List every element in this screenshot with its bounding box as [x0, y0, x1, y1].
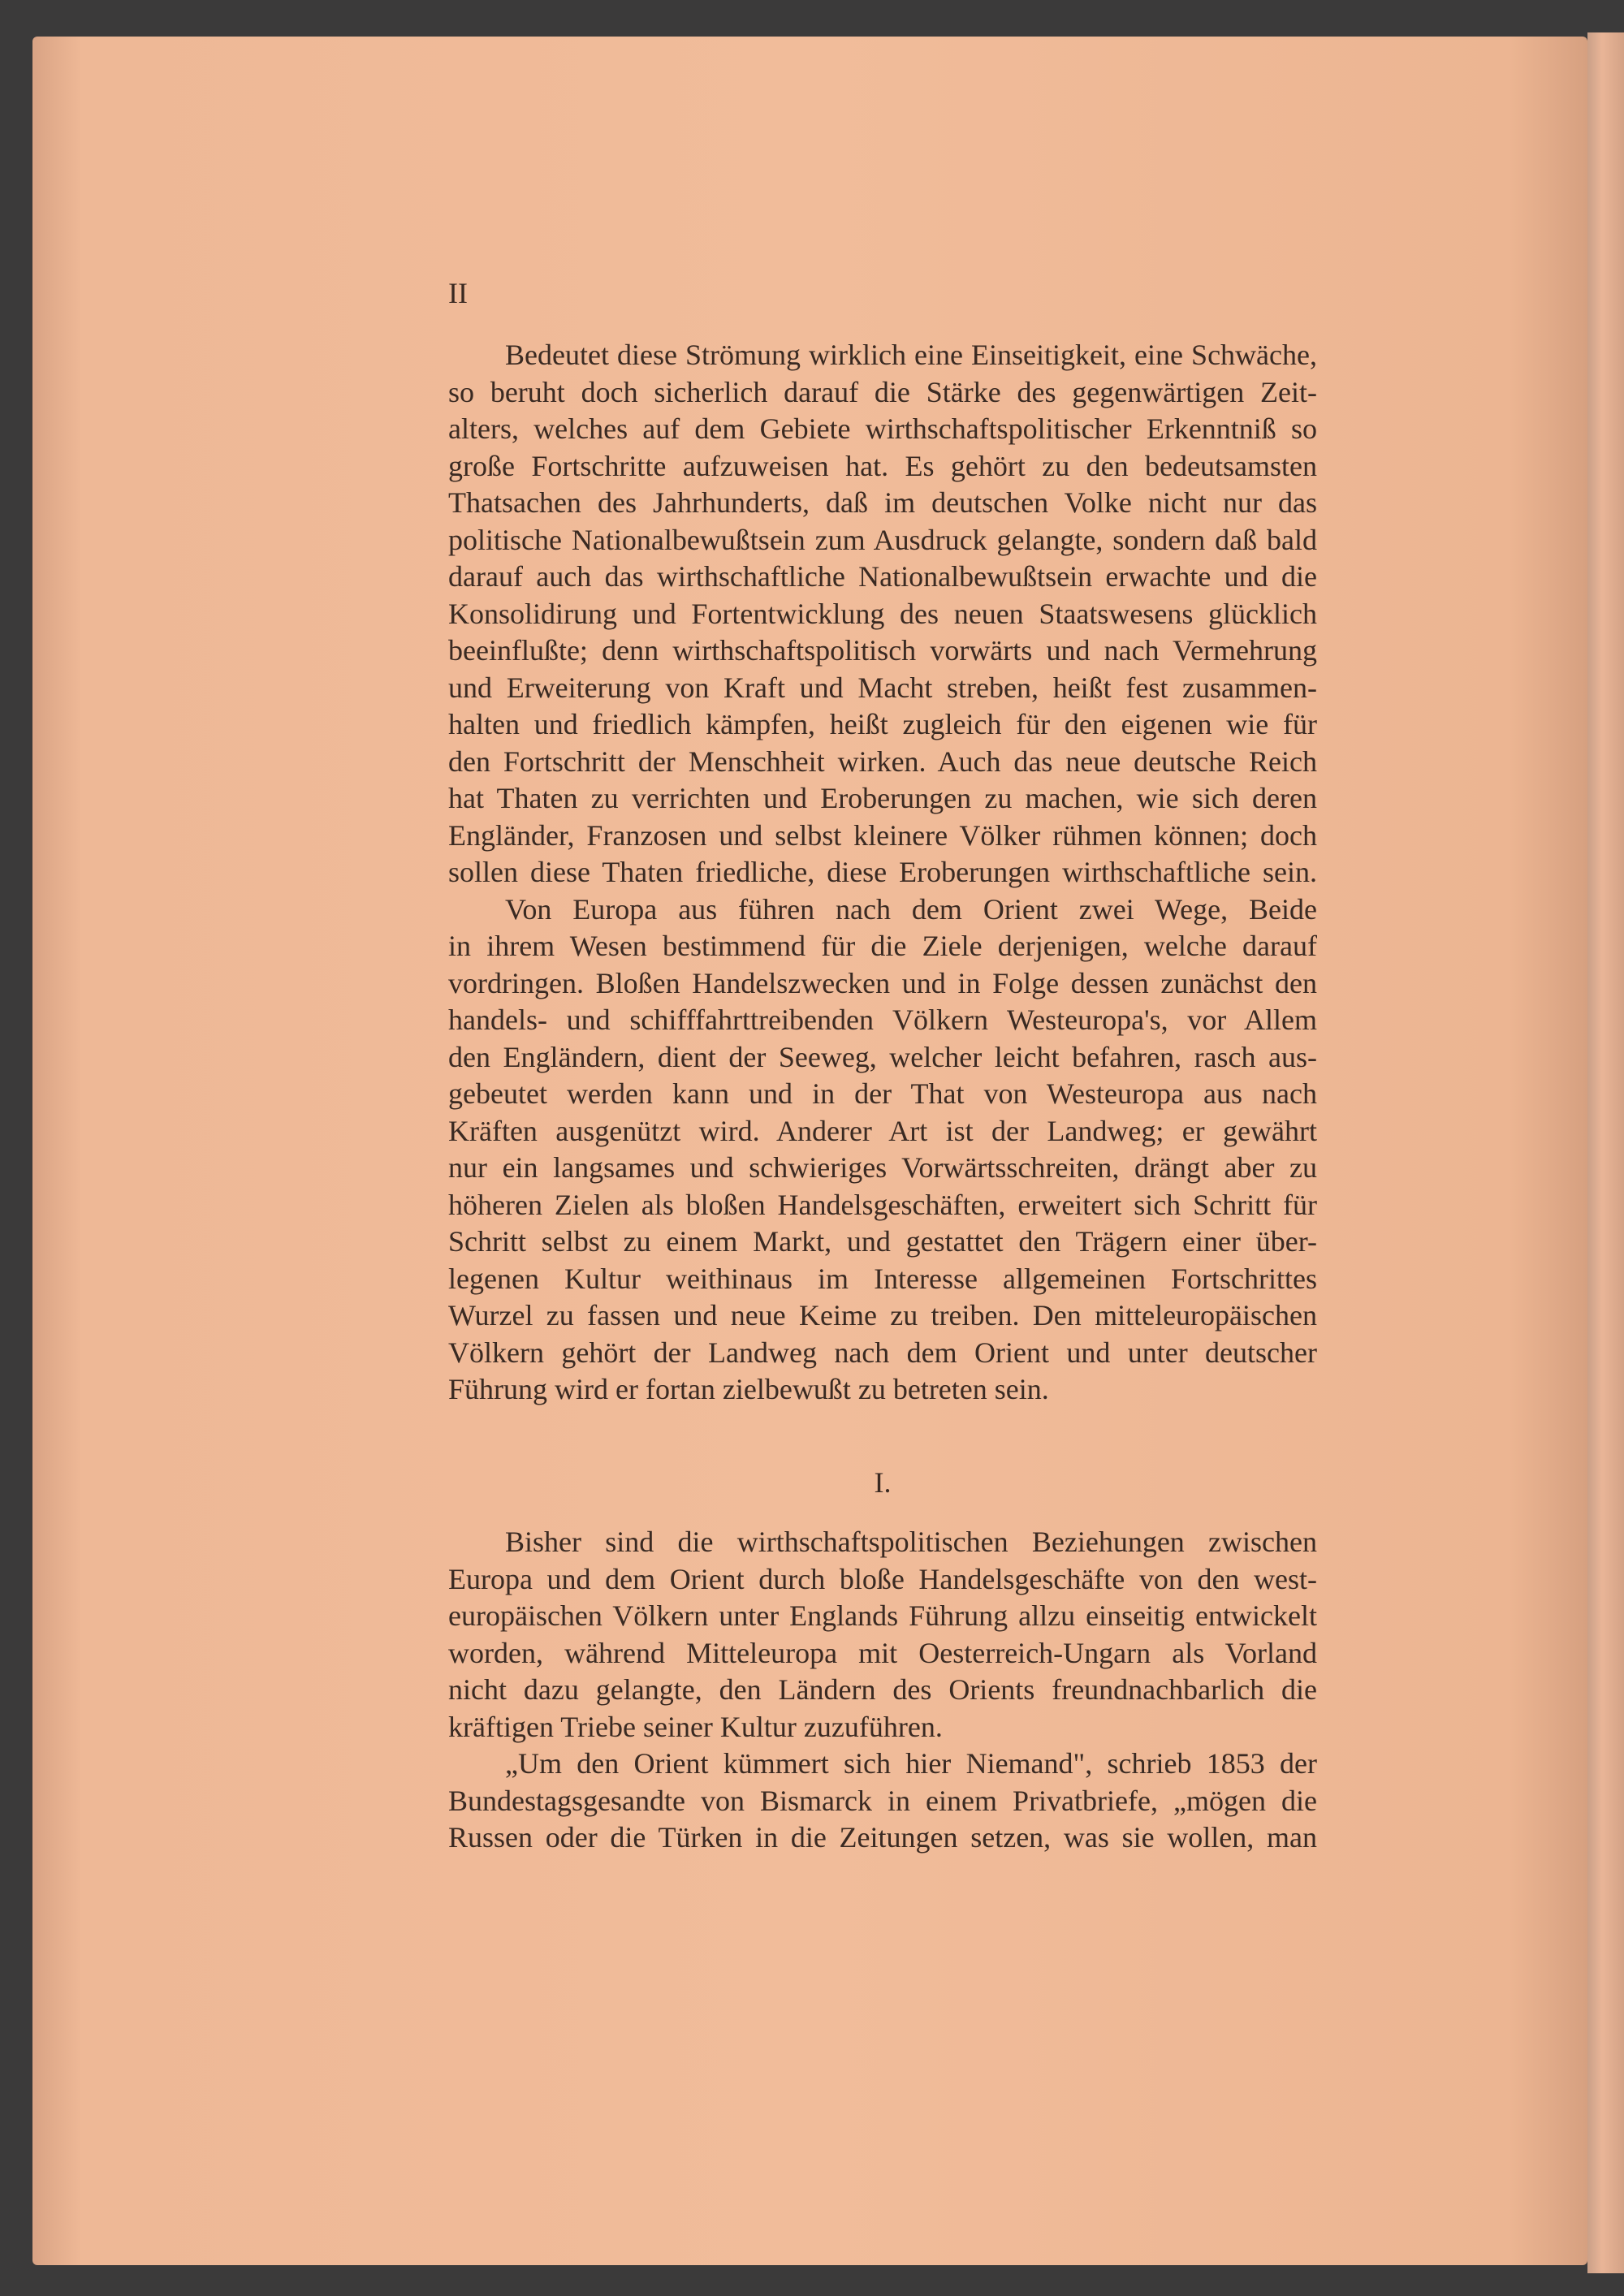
text-line: Schritt selbst zu einem Markt, und gestattet den Trägern einer über- [448, 1225, 1317, 1258]
text-line: europäischen Völkern unter Englands Führung allzu einseitig entwickelt [448, 1599, 1317, 1632]
text-line: worden, während Mitteleuropa mit Oesterreich-Ungarn als Vorland [448, 1636, 1317, 1669]
page-number: II [448, 277, 468, 309]
text-line: Völkern gehört der Landweg nach dem Orient und unter deutscher [448, 1336, 1317, 1369]
text-line: halten und friedlich kämpfen, heißt zugleich für den eigenen wie für [448, 708, 1317, 740]
text-line: höheren Zielen als bloßen Handelsgeschäften, erweitert sich Schritt für [448, 1188, 1317, 1221]
text-line: und Erweiterung von Kraft und Macht streben, heißt fest zusammen- [448, 671, 1317, 704]
text-line: Russen oder die Türken in die Zeitungen setzen, was sie wollen, man [448, 1821, 1317, 1854]
text-line: Kräften ausgenützt wird. Anderer Art ist der Landweg; er gewährt [448, 1114, 1317, 1147]
text-line: handels- und schifffahrttreibenden Völkern Westeuropa's, vor Allem [448, 1003, 1317, 1036]
section-heading: I. [874, 1466, 892, 1499]
text-line: große Fortschritte aufzuweisen hat. Es gehört zu den bedeutsamsten [448, 449, 1317, 482]
text-line: Bedeutet diese Strömung wirklich eine Einseitigkeit, eine Schwäche, [505, 339, 1317, 371]
text-line: beeinflußte; denn wirthschaftspolitisch vorwärts und nach Vermehrung [448, 634, 1317, 667]
text-line: so beruht doch sicherlich darauf die Stärke des gegenwärtigen Zeit- [448, 375, 1317, 408]
text-line: nicht dazu gelangte, den Ländern des Orients freundnachbarlich die [448, 1673, 1317, 1706]
text-line: sollen diese Thaten friedliche, diese Eroberungen wirthschaftliche sein. [448, 856, 1317, 888]
text-line: vordringen. Bloßen Handelszwecken und in Folge dessen zunächst den [448, 966, 1317, 999]
text-line: in ihrem Wesen bestimmend für die Ziele derjenigen, welche darauf [448, 930, 1317, 962]
text-line: Konsolidirung und Fortentwicklung des neuen Staatswesens glücklich [448, 597, 1317, 630]
text-line: nur ein langsames und schwieriges Vorwärtsschreiten, drängt aber zu [448, 1151, 1317, 1184]
text-line: Thatsachen des Jahrhunderts, daß im deutschen Volke nicht nur das [448, 486, 1317, 519]
text-line: legenen Kultur weithinaus im Interesse allgemeinen Fortschrittes [448, 1262, 1317, 1295]
text-line: „Um den Orient kümmert sich hier Niemand", schrieb 1853 der [505, 1747, 1317, 1780]
text-line: Bundestagsgesandte von Bismarck in einem Privatbriefe, „mögen die [448, 1784, 1317, 1817]
text-line: kräftigen Triebe seiner Kultur zuzuführen. [448, 1710, 943, 1743]
text-line: hat Thaten zu verrichten und Eroberungen zu machen, wie sich deren [448, 782, 1317, 814]
text-line: Engländer, Franzosen und selbst kleinere Völker rühmen können; doch [448, 818, 1317, 852]
text-line: Europa und dem Orient durch bloße Handelsgeschäfte von den west- [448, 1562, 1317, 1595]
text-line: gebeutet werden kann und in der That von Westeuropa aus nach [448, 1077, 1317, 1110]
text-line: Von Europa aus führen nach dem Orient zwei Wege, Beide [505, 892, 1317, 926]
text-line: den Engländern, dient der Seeweg, welcher leicht befahren, rasch aus- [448, 1040, 1317, 1073]
text-line: den Fortschritt der Menschheit wirken. Auch das neue deutsche Reich [448, 744, 1317, 778]
text-line: Bisher sind die wirthschaftspolitischen Beziehungen zwischen [505, 1526, 1317, 1558]
text-line: politische Nationalbewußtsein zum Ausdruck gelangte, sondern daß bald [448, 523, 1317, 556]
text-line: darauf auch das wirthschaftliche Nationalbewußtsein erwachte und die [448, 560, 1317, 593]
text-line: alters, welches auf dem Gebiete wirthschaftspolitischer Erkenntniß so [448, 412, 1317, 445]
text-line: Wurzel zu fassen und neue Keime zu treiben. Den mitteleuropäischen [448, 1299, 1317, 1331]
text-line: Führung wird er fortan zielbewußt zu betreten sein. [448, 1373, 1049, 1405]
next-page-edge [1587, 32, 1624, 2273]
